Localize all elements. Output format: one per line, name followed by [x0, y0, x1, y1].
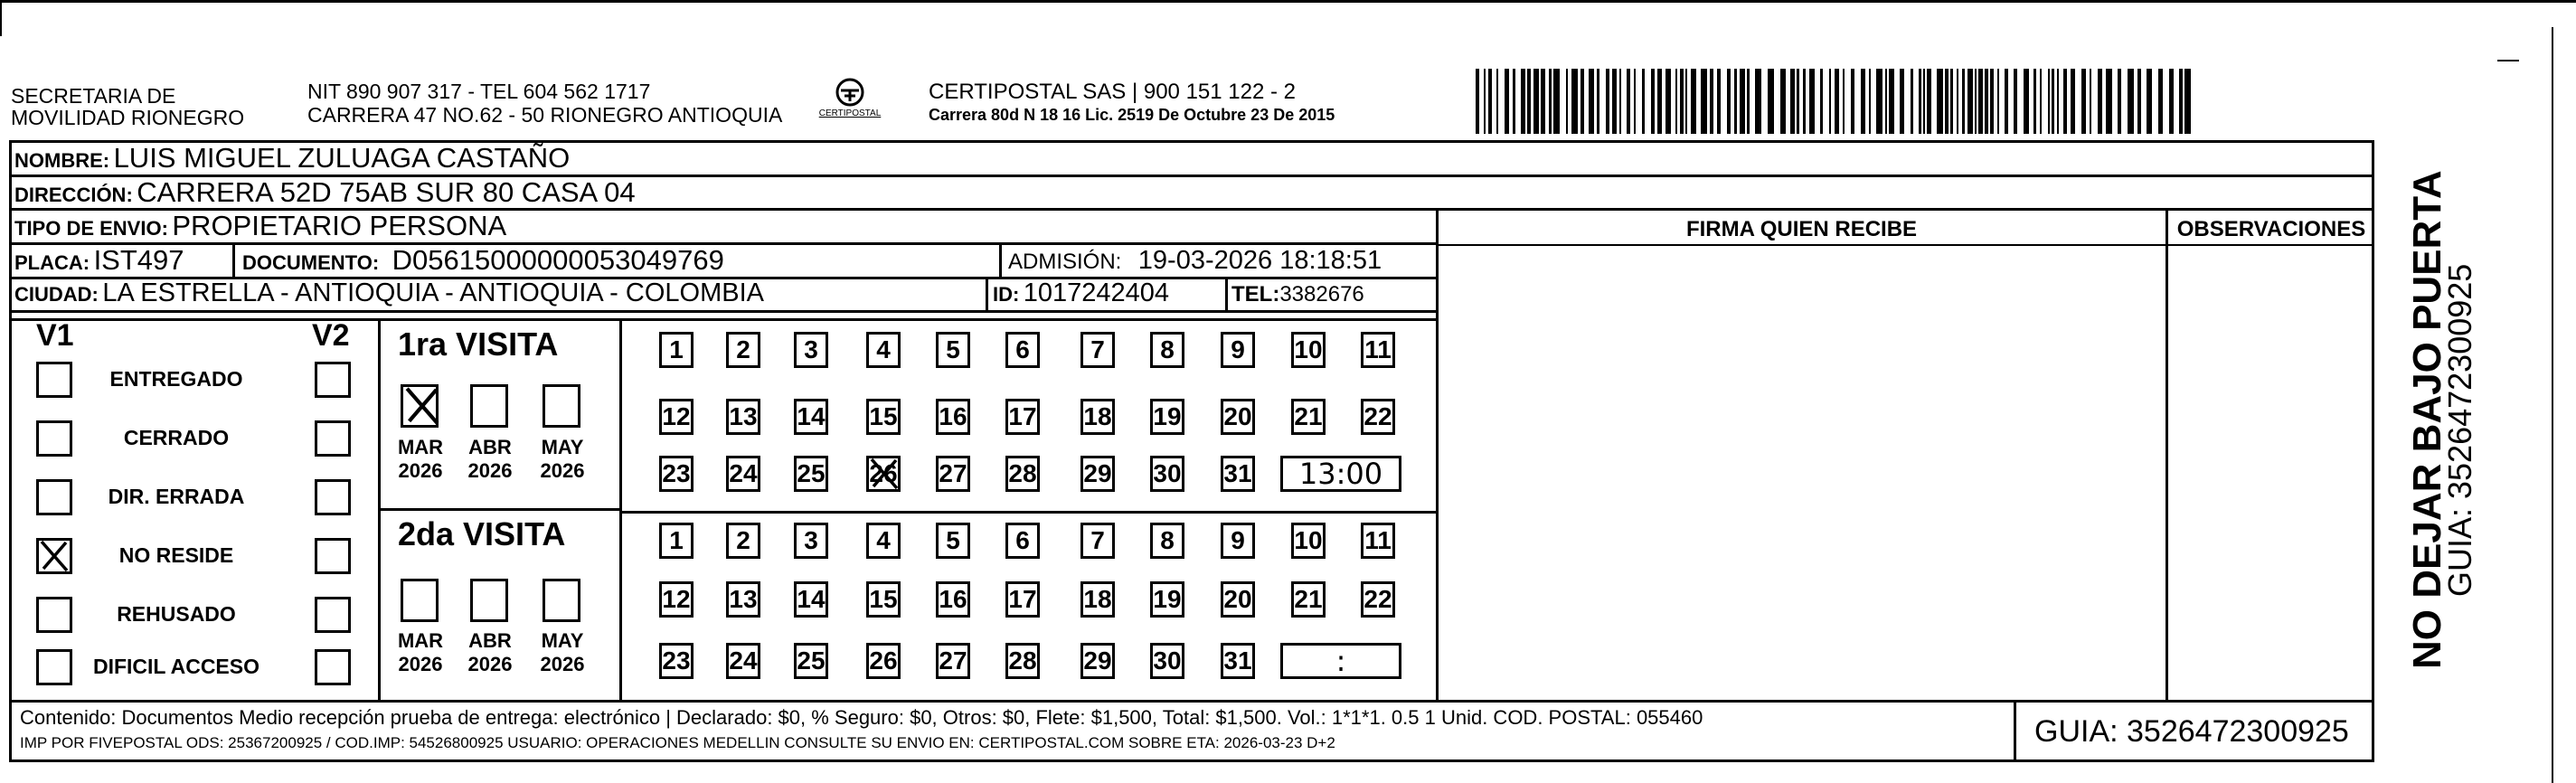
barcode-bar — [1597, 69, 1599, 134]
day-box[interactable]: 27 — [936, 456, 970, 492]
month-label — [463, 436, 517, 483]
day-box[interactable]: 21 — [1291, 581, 1326, 618]
day-box[interactable]: 12 — [659, 581, 694, 618]
day-box[interactable]: 18 — [1080, 581, 1115, 618]
barcode-bar — [1869, 69, 1871, 134]
documento-value: D05615000000053049769 — [392, 244, 724, 276]
barcode-bar — [1978, 69, 1983, 134]
barcode-bar — [1990, 69, 1994, 134]
status-label: DIFICIL ACCESO — [92, 655, 259, 678]
day-box[interactable]: 31 — [1221, 456, 1255, 492]
barcode-bar — [1780, 69, 1786, 134]
certipostal-logo — [814, 76, 886, 121]
barcode-bar — [1701, 69, 1707, 134]
certipostal-logo-text: CERTIPOSTAL — [818, 108, 882, 118]
day-box[interactable]: 29 — [1080, 456, 1115, 492]
barcode-bar — [1885, 69, 1887, 134]
day-box[interactable]: 3 — [794, 332, 828, 368]
firma-area[interactable] — [1439, 246, 2165, 698]
month-checkbox[interactable] — [543, 579, 580, 622]
barcode-bar — [1710, 69, 1713, 134]
status-label: REHUSADO — [117, 602, 236, 626]
documento-label: DOCUMENTO: — [242, 251, 380, 274]
observaciones-area[interactable] — [2169, 246, 2373, 698]
scan-edge-left — [0, 0, 2, 36]
barcode-bar — [1851, 69, 1854, 134]
v2-checkbox[interactable] — [315, 597, 351, 633]
status-label: NO RESIDE — [118, 543, 234, 567]
day-box[interactable]: 26 — [866, 643, 901, 679]
tipo-envio-label: TIPO DE ENVIO: — [14, 217, 168, 240]
placa-value: IST497 — [93, 244, 184, 276]
barcode-bar — [2033, 69, 2036, 134]
day-box[interactable]: 30 — [1150, 456, 1184, 492]
id-value: 1017242404 — [1023, 278, 1170, 307]
tel-field — [1231, 282, 1364, 307]
status-label: ENTREGADO — [109, 367, 243, 391]
barcode-bar — [1513, 69, 1515, 134]
day-box[interactable]: 3 — [794, 523, 828, 559]
scan-edge-right — [2552, 27, 2553, 783]
barcode-bar — [1747, 69, 1750, 134]
barcode-bar — [1496, 69, 1498, 134]
v1-checkbox[interactable] — [36, 420, 72, 457]
barcode-bar — [1927, 69, 1931, 134]
day-box[interactable]: 21 — [1291, 399, 1326, 435]
month-checkbox[interactable] — [401, 579, 439, 622]
day-box[interactable]: 27 — [936, 643, 970, 679]
tel-value: 3382676 — [1279, 282, 1364, 307]
day-box[interactable]: 31 — [1221, 643, 1255, 679]
day-box[interactable]: 10 — [1291, 523, 1326, 559]
barcode-bar — [1581, 69, 1584, 134]
barcode-bar — [2158, 69, 2163, 134]
month-year: 2026 — [398, 653, 443, 675]
barcode-bar — [2005, 69, 2008, 134]
barcode-bar — [1861, 69, 1865, 134]
day-box[interactable]: 2 — [726, 523, 760, 559]
day-box[interactable]: 13 — [726, 399, 760, 435]
barcode-bar — [1768, 69, 1774, 134]
barcode-bar — [1634, 69, 1636, 134]
barcode-bar — [2048, 69, 2050, 134]
tipo-envio-row — [14, 210, 506, 242]
nombre-label: NOMBRE: — [14, 149, 110, 172]
footer-imp: IMP POR FIVEPOSTAL ODS: 25367200925 / COD.IMP: 54526800925 USUARIO: OPERACIONES MEDELLIN CONSULTE SU ENVIO EN: CERTIPOSTAL.COM SOBRE ETA: 2026-03-23 D+2 — [20, 734, 1335, 751]
footer-contenido: Contenido: Documentos Medio recepción prueba de entrega: electrónico | Declarado: $0, % Seguro: $0, Otros: $0, Flete: $1,500, Total: $1,500. Vol.: 1*1*1. 0.5 1 Unid. COD. POSTAL: 055460 — [20, 706, 1703, 729]
barcode-bar — [2128, 69, 2134, 134]
barcode-bar — [1685, 69, 1687, 134]
barcode-bar — [2063, 69, 2067, 134]
day-box[interactable]: 20 — [1221, 581, 1255, 618]
barcode-bar — [1900, 69, 1904, 134]
barcode-bar — [1967, 69, 1973, 134]
day-box[interactable]: 20 — [1221, 399, 1255, 435]
barcode-bar — [1820, 69, 1823, 134]
day-box[interactable]: 28 — [1005, 643, 1040, 679]
barcode-bar — [2014, 69, 2017, 134]
barcode-bar — [1985, 69, 1988, 134]
direccion-row — [14, 176, 636, 209]
day-box[interactable]: 14 — [794, 399, 828, 435]
barcode-bar — [1945, 69, 1949, 134]
v1-checkbox[interactable] — [36, 362, 72, 398]
scan-edge-top — [0, 0, 2576, 3]
v2-checkbox[interactable] — [315, 362, 351, 398]
day-box[interactable]: 12 — [659, 399, 694, 435]
barcode-bar — [2137, 69, 2141, 134]
barcode-bar — [1889, 69, 1894, 134]
barcode-bar — [1527, 69, 1531, 134]
v1-label: V1 — [36, 318, 74, 353]
barcode-bar — [1962, 69, 1965, 134]
day-box[interactable]: 24 — [726, 643, 760, 679]
day-box[interactable]: 9 — [1221, 332, 1255, 368]
barcode-bar — [1717, 69, 1721, 134]
direccion-value: CARRERA 52D 75AB SUR 80 CASA 04 — [137, 176, 636, 208]
month-checkbox[interactable] — [401, 384, 439, 428]
barcode-bar — [1957, 69, 1958, 134]
barcode-bar — [1790, 69, 1795, 134]
barcode-bar — [1937, 69, 1943, 134]
barcode-bar — [1484, 69, 1486, 134]
barcode-bar — [1843, 69, 1845, 134]
status-label: DIR. ERRADA — [108, 485, 245, 508]
barcode-bar — [1549, 69, 1552, 134]
day-box[interactable]: 9 — [1221, 523, 1255, 559]
month-name: MAY — [541, 436, 584, 458]
company-license: Carrera 80d N 18 16 Lic. 2519 De Octubre 23 De 2015 — [929, 106, 1335, 124]
month-label — [393, 629, 448, 676]
barcode-bar — [2052, 69, 2054, 134]
day-box[interactable]: 23 — [659, 643, 694, 679]
month-year: 2026 — [467, 459, 513, 482]
day-box[interactable]: 6 — [1005, 332, 1040, 368]
barcode-bar — [1911, 69, 1913, 134]
barcode-bar — [2106, 69, 2112, 134]
observaciones-header: OBSERVACIONES — [2176, 217, 2366, 241]
day-box[interactable]: 4 — [866, 523, 901, 559]
barcode-bar — [1612, 69, 1617, 134]
admision-value: 19-03-2026 18:18:51 — [1137, 246, 1382, 275]
barcode-bar — [1727, 69, 1731, 134]
month-checkbox[interactable] — [470, 579, 508, 622]
barcode-bar — [2057, 69, 2059, 134]
barcode-bar — [1627, 69, 1630, 134]
month-checkbox[interactable] — [543, 384, 580, 428]
month-name: MAR — [397, 436, 444, 458]
barcode-bar — [2024, 69, 2029, 134]
barcode — [1476, 69, 2199, 134]
day-box[interactable]: 1 — [659, 332, 694, 368]
admision-field — [1008, 246, 1382, 276]
v2-label: V2 — [312, 318, 350, 353]
barcode-bar — [1997, 69, 1999, 134]
barcode-bar — [1975, 69, 1977, 134]
month-name: ABR — [468, 436, 512, 458]
barcode-bar — [1675, 69, 1677, 134]
barcode-bar — [1521, 69, 1525, 134]
barcode-bar — [1740, 69, 1745, 134]
day-box[interactable]: 6 — [1005, 523, 1040, 559]
day-box[interactable]: 17 — [1005, 581, 1040, 618]
barcode-bar — [1809, 69, 1815, 134]
second-visit-title: 2da VISITA — [398, 515, 566, 552]
firma-quien-recibe-header: FIRMA QUIEN RECIBE — [1685, 217, 1918, 241]
barcode-bar — [1606, 69, 1609, 134]
day-box[interactable]: 8 — [1150, 523, 1184, 559]
day-box[interactable]: 17 — [1005, 399, 1040, 435]
placa-field — [14, 244, 184, 277]
day-box[interactable]: 14 — [794, 581, 828, 618]
barcode-bar — [1657, 69, 1662, 134]
month-year: 2026 — [540, 653, 585, 675]
day-box[interactable]: 19 — [1150, 399, 1184, 435]
day-box[interactable]: 24 — [726, 456, 760, 492]
day-box[interactable]: 16 — [936, 581, 970, 618]
month-name: MAR — [397, 629, 444, 652]
day-box[interactable]: 1 — [659, 523, 694, 559]
day-box[interactable]: 18 — [1080, 399, 1115, 435]
day-box[interactable]: 5 — [936, 523, 970, 559]
v1-checkbox[interactable] — [36, 597, 72, 633]
x-mark-icon — [36, 538, 72, 574]
month-label — [463, 629, 517, 676]
month-name: MAY — [541, 629, 584, 652]
day-box[interactable]: 11 — [1361, 523, 1395, 559]
month-label — [535, 629, 590, 676]
x-mark-icon — [401, 384, 444, 428]
day-box[interactable]: 30 — [1150, 643, 1184, 679]
barcode-bar — [1505, 69, 1509, 134]
day-box[interactable]: 13 — [726, 581, 760, 618]
v2-checkbox[interactable] — [315, 420, 351, 457]
barcode-bar — [2090, 69, 2091, 134]
day-box[interactable]: 28 — [1005, 456, 1040, 492]
day-box[interactable]: 4 — [866, 332, 901, 368]
day-box[interactable]: 7 — [1080, 332, 1115, 368]
v1-checkbox[interactable] — [36, 649, 72, 685]
day-box[interactable]: 11 — [1361, 332, 1395, 368]
barcode-bar — [1691, 69, 1696, 134]
barcode-bar — [2098, 69, 2102, 134]
barcode-bar — [2169, 69, 2174, 134]
barcode-bar — [1919, 69, 1921, 134]
barcode-bar — [2081, 69, 2086, 134]
scan-mark-right — [2497, 60, 2519, 61]
barcode-bar — [1571, 69, 1578, 134]
v2-checkbox[interactable] — [315, 538, 351, 574]
sender-line-1: SECRETARIA DE — [11, 84, 176, 108]
day-box[interactable]: 5 — [936, 332, 970, 368]
first-visit-title: 1ra VISITA — [398, 325, 559, 363]
barcode-bar — [1642, 69, 1645, 134]
barcode-bar — [1651, 69, 1655, 134]
day-box[interactable]: 25 — [794, 643, 828, 679]
month-label — [393, 436, 448, 483]
day-box[interactable]: 2 — [726, 332, 760, 368]
barcode-bar — [1619, 69, 1621, 134]
barcode-bar — [1734, 69, 1737, 134]
barcode-bar — [1876, 69, 1882, 134]
day-box[interactable]: 29 — [1080, 643, 1115, 679]
nombre-row — [14, 142, 570, 175]
day-box[interactable]: 8 — [1150, 332, 1184, 368]
day-box[interactable]: 26 — [866, 456, 901, 492]
second-visit-time[interactable]: : — [1280, 643, 1401, 679]
barcode-bar — [1665, 69, 1671, 134]
nit-line: NIT 890 907 317 - TEL 604 562 1717 — [307, 80, 651, 103]
month-year: 2026 — [467, 653, 513, 675]
placa-label: PLACA: — [14, 251, 90, 274]
barcode-bar — [1476, 69, 1479, 134]
id-field — [993, 278, 1169, 308]
status-label: CERRADO — [123, 426, 230, 449]
barcode-bar — [1803, 69, 1806, 134]
barcode-bar — [1950, 69, 1953, 134]
no-dejar-bajo-puerta: NO DEJAR BAJO PUERTA — [2405, 170, 2449, 669]
barcode-bar — [2147, 69, 2152, 134]
barcode-bar — [1553, 69, 1560, 134]
sender-line-2: MOVILIDAD RIONEGRO — [11, 106, 245, 129]
v2-checkbox[interactable] — [315, 479, 351, 515]
barcode-bar — [1680, 69, 1684, 134]
month-year: 2026 — [398, 459, 443, 482]
sender-address: CARRERA 47 NO.62 - 50 RIONEGRO ANTIOQUIA — [307, 103, 783, 127]
day-box[interactable]: 22 — [1361, 581, 1395, 618]
month-label — [535, 436, 590, 483]
tel-label: TEL: — [1231, 282, 1280, 307]
footer-guia: GUIA: 3526472300925 — [2034, 714, 2349, 749]
direccion-label: DIRECCIÓN: — [14, 184, 133, 206]
barcode-bar — [1589, 69, 1594, 134]
barcode-bar — [1541, 69, 1545, 134]
barcode-bar — [2040, 69, 2042, 134]
admision-label: ADMISIÓN: — [1008, 250, 1122, 274]
ciudad-label: CIUDAD: — [14, 283, 99, 306]
v1-checkbox[interactable] — [36, 479, 72, 515]
barcode-bar — [1566, 69, 1568, 134]
day-box[interactable]: 25 — [794, 456, 828, 492]
barcode-bar — [1835, 69, 1839, 134]
barcode-bar — [1755, 69, 1761, 134]
barcode-bar — [2118, 69, 2121, 134]
day-box[interactable]: 23 — [659, 456, 694, 492]
barcode-bar — [1488, 69, 1492, 134]
day-box[interactable]: 10 — [1291, 332, 1326, 368]
v1-checkbox[interactable] — [36, 538, 72, 574]
side-guia: GUIA: 3526472300925 — [2441, 263, 2478, 597]
documento-field — [242, 244, 724, 277]
barcode-bar — [1923, 69, 1925, 134]
v2-checkbox[interactable] — [315, 649, 351, 685]
barcode-bar — [2071, 69, 2075, 134]
ciudad-value: LA ESTRELLA - ANTIOQUIA - ANTIOQUIA - COLOMBIA — [102, 278, 764, 307]
month-name: ABR — [468, 629, 512, 652]
barcode-bar — [1533, 69, 1539, 134]
nombre-value: LUIS MIGUEL ZULUAGA CASTAÑO — [113, 142, 571, 174]
ciudad-field — [14, 278, 764, 308]
day-box[interactable]: 15 — [866, 399, 901, 435]
day-box[interactable]: 19 — [1150, 581, 1184, 618]
x-mark-icon — [866, 456, 902, 492]
day-box[interactable]: 22 — [1361, 399, 1395, 435]
company-line: CERTIPOSTAL SAS | 900 151 122 - 2 — [929, 80, 1296, 104]
tipo-envio-value: PROPIETARIO PERSONA — [172, 210, 507, 241]
first-visit-time[interactable]: 13:00 — [1280, 456, 1401, 492]
barcode-bar — [2184, 69, 2191, 134]
barcode-bar — [2179, 69, 2183, 134]
day-box[interactable]: 7 — [1080, 523, 1115, 559]
id-label: ID: — [993, 283, 1020, 306]
month-checkbox[interactable] — [470, 384, 508, 428]
day-box[interactable]: 16 — [936, 399, 970, 435]
month-year: 2026 — [540, 459, 585, 482]
barcode-bar — [1797, 69, 1799, 134]
barcode-bar — [1829, 69, 1831, 134]
day-box[interactable]: 15 — [866, 581, 901, 618]
